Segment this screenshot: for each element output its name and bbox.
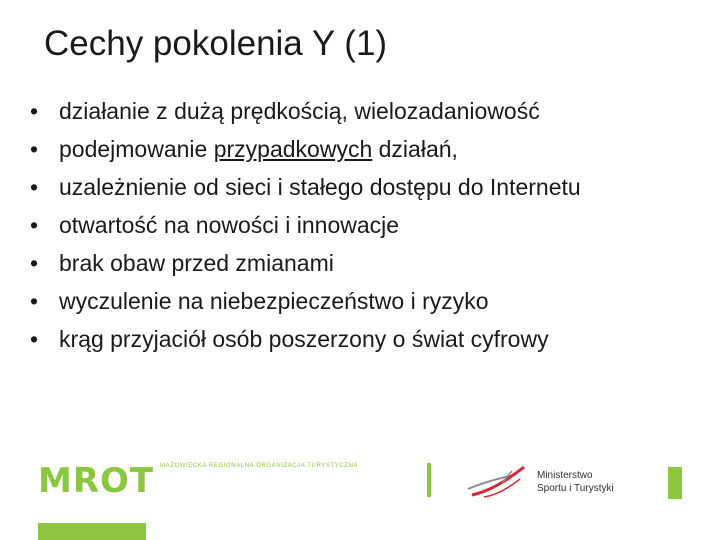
bullet-text: działanie z dużą prędkością, wielozadaniowość xyxy=(59,98,540,124)
bullet-item-random-actions xyxy=(30,134,690,164)
bullet-item-risk-awareness xyxy=(30,286,690,316)
bullet-item-digital-friends xyxy=(30,324,690,354)
bullet-text-underlined: przypadkowych xyxy=(213,136,373,162)
right-accent-bar xyxy=(668,467,682,499)
divider-bar xyxy=(427,463,431,497)
mrot-subtitle: MAZOWIECKA REGIONALNA ORGANIZACJA TURYSTYCZNA xyxy=(160,463,359,469)
bullet-text: otwartość na nowości i innowacje xyxy=(59,212,400,238)
bullet-text: wyczulenie na niebezpieczeństwo i ryzyko xyxy=(59,288,489,314)
bullet-item-no-fear-of-change xyxy=(30,248,690,278)
slide-title: Cechy pokolenia Y (1) xyxy=(44,24,388,63)
bullet-dot-icon: • xyxy=(30,174,39,200)
bullet-dot-icon: • xyxy=(30,212,39,238)
footer-logos xyxy=(0,455,720,540)
bullet-list xyxy=(30,96,690,362)
bullet-item-speed xyxy=(30,96,690,126)
bullet-text: krąg przyjaciół osób poszerzony o świat cyfrowy xyxy=(59,326,549,352)
ministry-name-line2: Sportu i Turystyki xyxy=(537,483,614,494)
ministry-name-line1: Ministerstwo xyxy=(537,470,593,481)
bullet-text-after: działań, xyxy=(372,136,458,162)
bullet-text: brak obaw przed zmianami xyxy=(59,250,334,276)
bullet-item-openness xyxy=(30,210,690,240)
bullet-text: uzależnienie od sieci i stałego dostępu do Internetu xyxy=(59,174,581,200)
ministry-emblem-icon xyxy=(462,461,532,501)
bullet-text-before: podejmowanie xyxy=(59,136,214,162)
bullet-dot-icon: • xyxy=(30,250,39,276)
bullet-dot-icon: • xyxy=(30,98,39,124)
ministry-name xyxy=(537,469,614,495)
mrot-logo: MROT xyxy=(38,461,155,501)
bullet-item-internet-dependence xyxy=(30,172,690,202)
bullet-dot-icon: • xyxy=(30,288,39,314)
bullet-dot-icon: • xyxy=(30,326,39,352)
bullet-dot-icon: • xyxy=(30,136,39,162)
bottom-accent-bar xyxy=(38,523,146,540)
